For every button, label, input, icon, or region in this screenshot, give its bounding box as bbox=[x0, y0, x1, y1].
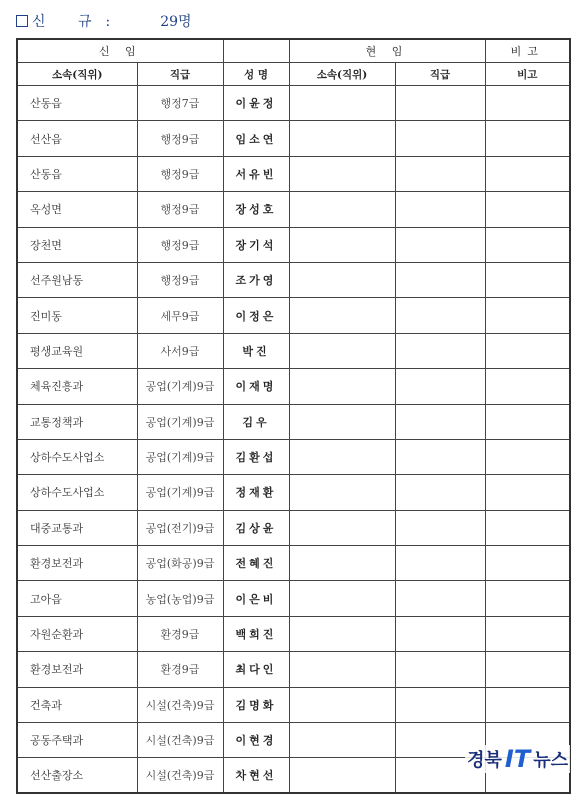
cell-current-grade bbox=[395, 262, 485, 297]
cell-current-grade bbox=[395, 687, 485, 722]
cell-grade: 공업(기계)9급 bbox=[137, 369, 223, 404]
table-row bbox=[17, 192, 570, 227]
cell-note bbox=[485, 581, 570, 616]
cell-note bbox=[485, 404, 570, 439]
col-header-name: 성 명 bbox=[223, 63, 289, 86]
cell-grade: 사서9급 bbox=[137, 333, 223, 368]
cell-unit: 평생교육원 bbox=[17, 333, 137, 368]
cell-name: 이재명 bbox=[223, 369, 289, 404]
cell-current-grade bbox=[395, 86, 485, 121]
cell-current-unit bbox=[289, 652, 395, 687]
cell-current-unit bbox=[289, 723, 395, 758]
cell-grade: 행정9급 bbox=[137, 192, 223, 227]
cell-grade: 공업(기계)9급 bbox=[137, 475, 223, 510]
cell-grade: 공업(화공)9급 bbox=[137, 546, 223, 581]
cell-note bbox=[485, 369, 570, 404]
cell-current-unit bbox=[289, 298, 395, 333]
cell-grade: 시설(건축)9급 bbox=[137, 758, 223, 793]
col-header-current-grade: 직급 bbox=[395, 63, 485, 86]
cell-current-unit bbox=[289, 475, 395, 510]
cell-grade: 세무9급 bbox=[137, 298, 223, 333]
cell-grade: 농업(농업)9급 bbox=[137, 581, 223, 616]
cell-name: 임소연 bbox=[223, 121, 289, 156]
table-row bbox=[17, 687, 570, 722]
cell-note bbox=[485, 475, 570, 510]
cell-unit: 산동읍 bbox=[17, 86, 137, 121]
table-row bbox=[17, 227, 570, 262]
cell-grade: 행정7급 bbox=[137, 86, 223, 121]
cell-name: 이은비 bbox=[223, 581, 289, 616]
cell-unit: 고아읍 bbox=[17, 581, 137, 616]
cell-current-grade bbox=[395, 121, 485, 156]
cell-current-grade bbox=[395, 227, 485, 262]
cell-name: 김상윤 bbox=[223, 510, 289, 545]
col-header-note: 비고 bbox=[485, 63, 570, 86]
cell-note bbox=[485, 687, 570, 722]
table-row bbox=[17, 652, 570, 687]
cell-current-unit bbox=[289, 333, 395, 368]
section-heading bbox=[16, 10, 192, 32]
cell-current-grade bbox=[395, 652, 485, 687]
cell-current-unit bbox=[289, 121, 395, 156]
cell-note bbox=[485, 192, 570, 227]
table-row bbox=[17, 298, 570, 333]
table-row bbox=[17, 404, 570, 439]
group-header-note: 비고 bbox=[485, 39, 570, 63]
cell-current-unit bbox=[289, 758, 395, 793]
col-header-grade: 직급 bbox=[137, 63, 223, 86]
table-row bbox=[17, 333, 570, 368]
cell-note bbox=[485, 652, 570, 687]
table-row bbox=[17, 475, 570, 510]
table-row bbox=[17, 369, 570, 404]
cell-grade: 시설(건축)9급 bbox=[137, 723, 223, 758]
checkbox-square-icon bbox=[16, 15, 28, 27]
group-header-blank bbox=[223, 39, 289, 63]
cell-current-grade bbox=[395, 192, 485, 227]
cell-note bbox=[485, 616, 570, 651]
cell-name: 장성호 bbox=[223, 192, 289, 227]
cell-current-grade bbox=[395, 510, 485, 545]
table-row bbox=[17, 616, 570, 651]
cell-grade: 공업(전기)9급 bbox=[137, 510, 223, 545]
cell-name: 전혜진 bbox=[223, 546, 289, 581]
cell-name: 이현경 bbox=[223, 723, 289, 758]
cell-name: 차현선 bbox=[223, 758, 289, 793]
table-row bbox=[17, 86, 570, 121]
col-header-unit: 소속(직위) bbox=[17, 63, 137, 86]
cell-current-unit bbox=[289, 616, 395, 651]
table-row bbox=[17, 121, 570, 156]
cell-unit: 환경보전과 bbox=[17, 652, 137, 687]
cell-grade: 행정9급 bbox=[137, 227, 223, 262]
cell-current-unit bbox=[289, 687, 395, 722]
cell-name: 장기석 bbox=[223, 227, 289, 262]
cell-unit: 자원순환과 bbox=[17, 616, 137, 651]
cell-name: 조가영 bbox=[223, 262, 289, 297]
cell-current-unit bbox=[289, 510, 395, 545]
cell-grade: 행정9급 bbox=[137, 262, 223, 297]
cell-unit: 산동읍 bbox=[17, 156, 137, 191]
cell-name: 김환섭 bbox=[223, 439, 289, 474]
cell-name: 최다인 bbox=[223, 652, 289, 687]
cell-current-grade bbox=[395, 616, 485, 651]
cell-unit: 상하수도사업소 bbox=[17, 439, 137, 474]
cell-grade: 환경9급 bbox=[137, 616, 223, 651]
cell-note bbox=[485, 156, 570, 191]
group-header-new: 신 임 bbox=[17, 39, 223, 63]
cell-current-unit bbox=[289, 86, 395, 121]
personnel-table bbox=[16, 38, 571, 794]
cell-unit: 체육진흥과 bbox=[17, 369, 137, 404]
table-row bbox=[17, 262, 570, 297]
table-body bbox=[17, 86, 570, 794]
cell-grade: 행정9급 bbox=[137, 121, 223, 156]
cell-current-unit bbox=[289, 192, 395, 227]
cell-note bbox=[485, 333, 570, 368]
cell-note bbox=[485, 439, 570, 474]
cell-unit: 상하수도사업소 bbox=[17, 475, 137, 510]
cell-unit: 선산읍 bbox=[17, 121, 137, 156]
cell-grade: 시설(건축)9급 bbox=[137, 687, 223, 722]
cell-unit: 선주원남동 bbox=[17, 262, 137, 297]
cell-name: 이윤정 bbox=[223, 86, 289, 121]
cell-grade: 환경9급 bbox=[137, 652, 223, 687]
cell-note bbox=[485, 227, 570, 262]
table-row bbox=[17, 510, 570, 545]
cell-current-unit bbox=[289, 262, 395, 297]
cell-unit: 환경보전과 bbox=[17, 546, 137, 581]
cell-unit: 교통정책과 bbox=[17, 404, 137, 439]
cell-current-grade bbox=[395, 333, 485, 368]
cell-unit: 선산출장소 bbox=[17, 758, 137, 793]
cell-grade: 행정9급 bbox=[137, 156, 223, 191]
cell-current-unit bbox=[289, 369, 395, 404]
cell-note bbox=[485, 121, 570, 156]
cell-current-grade bbox=[395, 581, 485, 616]
cell-current-grade bbox=[395, 298, 485, 333]
cell-name: 백희진 bbox=[223, 616, 289, 651]
cell-name: 김명화 bbox=[223, 687, 289, 722]
cell-current-unit bbox=[289, 227, 395, 262]
cell-current-unit bbox=[289, 156, 395, 191]
watermark-right: 뉴스 bbox=[533, 750, 568, 771]
cell-current-grade bbox=[395, 156, 485, 191]
cell-note bbox=[485, 546, 570, 581]
cell-unit: 장천면 bbox=[17, 227, 137, 262]
table-row bbox=[17, 546, 570, 581]
cell-grade: 공업(기계)9급 bbox=[137, 404, 223, 439]
cell-current-grade bbox=[395, 546, 485, 581]
watermark-left: 경북 bbox=[467, 750, 502, 771]
cell-current-grade bbox=[395, 369, 485, 404]
cell-name: 박진 bbox=[223, 333, 289, 368]
cell-current-grade bbox=[395, 404, 485, 439]
col-header-current-unit: 소속(직위) bbox=[289, 63, 395, 86]
cell-current-unit bbox=[289, 404, 395, 439]
cell-name: 이정은 bbox=[223, 298, 289, 333]
cell-current-unit bbox=[289, 581, 395, 616]
cell-note bbox=[485, 510, 570, 545]
table-row bbox=[17, 156, 570, 191]
table-row bbox=[17, 439, 570, 474]
group-header-current: 현 임 bbox=[289, 39, 485, 63]
heading-label: 신 규: bbox=[32, 14, 125, 30]
cell-grade: 공업(기계)9급 bbox=[137, 439, 223, 474]
cell-current-grade bbox=[395, 439, 485, 474]
table-row bbox=[17, 581, 570, 616]
cell-name: 서유빈 bbox=[223, 156, 289, 191]
cell-note bbox=[485, 262, 570, 297]
cell-note bbox=[485, 86, 570, 121]
cell-unit: 대중교통과 bbox=[17, 510, 137, 545]
watermark-it: IT bbox=[504, 745, 531, 773]
cell-name: 김우 bbox=[223, 404, 289, 439]
watermark-logo bbox=[465, 745, 570, 773]
cell-current-unit bbox=[289, 439, 395, 474]
heading-count: 29명 bbox=[160, 14, 192, 30]
cell-note bbox=[485, 298, 570, 333]
cell-unit: 진미동 bbox=[17, 298, 137, 333]
cell-current-grade bbox=[395, 475, 485, 510]
cell-unit: 옥성면 bbox=[17, 192, 137, 227]
cell-unit: 건축과 bbox=[17, 687, 137, 722]
cell-current-unit bbox=[289, 546, 395, 581]
cell-name: 정재환 bbox=[223, 475, 289, 510]
cell-unit: 공동주택과 bbox=[17, 723, 137, 758]
